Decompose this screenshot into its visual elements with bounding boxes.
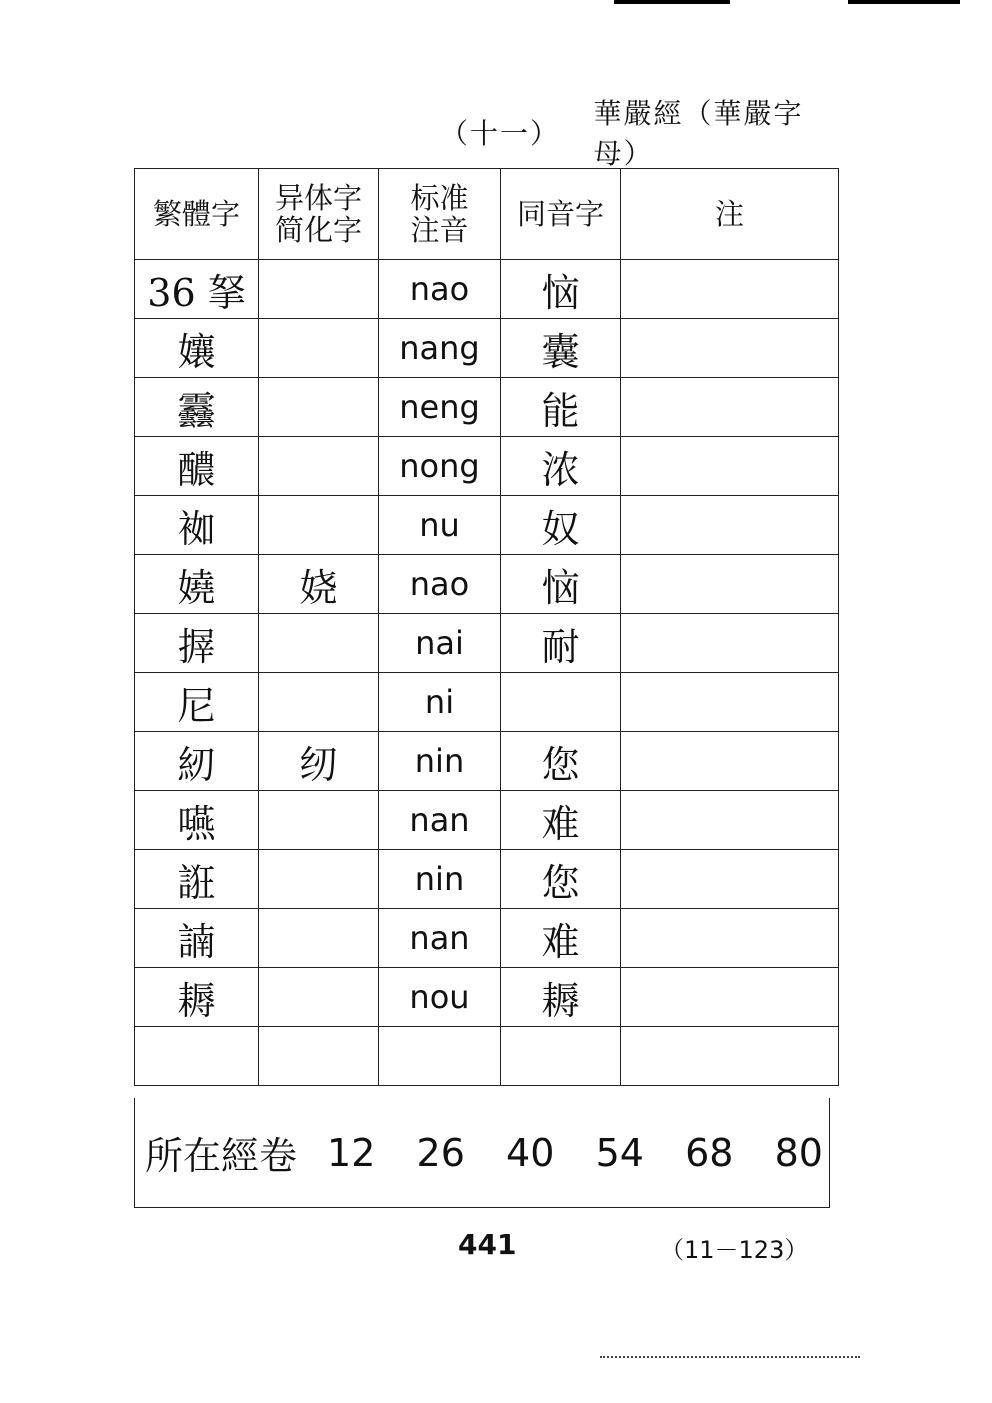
note-cell: [621, 909, 839, 968]
traditional-char-cell: 耨: [135, 968, 259, 1027]
variant-char-cell: [259, 378, 379, 437]
volume-label: 所在經卷: [145, 1134, 298, 1178]
homophone-cell: 奴: [501, 496, 621, 555]
homophone-cell: 您: [501, 850, 621, 909]
homophone-cell: [501, 673, 621, 732]
pinyin-cell: nu: [379, 496, 501, 555]
traditional-char-cell: 嚥: [135, 791, 259, 850]
traditional-char-cell: 䨺: [135, 378, 259, 437]
note-cell: [621, 968, 839, 1027]
table-row: [135, 555, 839, 614]
page-title: 華嚴經（華嚴字母）: [593, 97, 804, 170]
traditional-char-cell: [135, 1027, 259, 1086]
pinyin-cell: [379, 1027, 501, 1086]
top-rule-left: [614, 0, 730, 4]
homophone-cell: 耐: [501, 614, 621, 673]
variant-char-cell: [259, 1027, 379, 1086]
variant-char-cell: [259, 673, 379, 732]
pinyin-cell: ni: [379, 673, 501, 732]
table-row: [135, 732, 839, 791]
col-header-traditional: 繁體字: [135, 169, 259, 260]
note-cell: [621, 614, 839, 673]
traditional-char-cell: 嬈: [135, 555, 259, 614]
volume-list: [327, 1131, 823, 1175]
col-header-variant-text: 异体字 简化字: [274, 181, 362, 247]
top-rule-right: [848, 0, 960, 4]
note-cell: [621, 732, 839, 791]
pinyin-cell: nin: [379, 850, 501, 909]
variant-char-cell: [259, 791, 379, 850]
pinyin-cell: nao: [379, 260, 501, 319]
pinyin-cell: nang: [379, 319, 501, 378]
traditional-char-cell: 誑: [135, 850, 259, 909]
note-cell: [621, 496, 839, 555]
volume-number: 54: [595, 1130, 644, 1175]
note-cell: [621, 555, 839, 614]
volume-number: 12: [327, 1130, 376, 1175]
table-row: [135, 319, 839, 378]
volume-number: 40: [506, 1130, 555, 1175]
table-row: [135, 850, 839, 909]
variant-char-cell: [259, 496, 379, 555]
traditional-char-cell: 36 拏: [135, 260, 259, 319]
volume-number: 68: [685, 1130, 734, 1175]
variant-char-cell: [259, 319, 379, 378]
homophone-cell: 难: [501, 791, 621, 850]
variant-char-cell: 娆: [259, 555, 379, 614]
table-row: [135, 673, 839, 732]
col-header-homophone: 同音字: [501, 169, 621, 260]
section-number: （十一）: [440, 117, 561, 150]
page-header: [440, 97, 840, 170]
variant-char-cell: [259, 260, 379, 319]
table-row: [135, 614, 839, 673]
note-cell: [621, 319, 839, 378]
table-row: [135, 437, 839, 496]
table-row: [135, 909, 839, 968]
traditional-char-cell: 袽: [135, 496, 259, 555]
note-cell: [621, 850, 839, 909]
homophone-cell: 您: [501, 732, 621, 791]
scan-noise-dots: [600, 1356, 860, 1362]
volume-number: 80: [774, 1130, 823, 1175]
traditional-char-cell: 醲: [135, 437, 259, 496]
pinyin-cell: nan: [379, 791, 501, 850]
volume-number: 26: [416, 1130, 465, 1175]
table-header-row: [135, 169, 839, 260]
character-table: [134, 168, 839, 1086]
pinyin-cell: nou: [379, 968, 501, 1027]
traditional-char-cell: 搱: [135, 614, 259, 673]
table-row: [135, 378, 839, 437]
variant-char-cell: [259, 968, 379, 1027]
note-cell: [621, 437, 839, 496]
pinyin-cell: nin: [379, 732, 501, 791]
col-header-note: 注: [621, 169, 839, 260]
col-header-variant: [259, 169, 379, 260]
traditional-char-cell: 孃: [135, 319, 259, 378]
homophone-cell: 耨: [501, 968, 621, 1027]
table-row: [135, 1027, 839, 1086]
table-row: [135, 260, 839, 319]
page-code: （11－123）: [660, 1236, 809, 1264]
variant-char-cell: [259, 437, 379, 496]
note-cell: [621, 378, 839, 437]
traditional-char-cell: 紉: [135, 732, 259, 791]
pinyin-cell: neng: [379, 378, 501, 437]
page-number: 441: [458, 1228, 517, 1261]
note-cell: [621, 1027, 839, 1086]
table-row: [135, 791, 839, 850]
variant-char-cell: [259, 909, 379, 968]
col-header-pinyin: [379, 169, 501, 260]
table-body: [135, 260, 839, 1086]
variant-char-cell: [259, 614, 379, 673]
homophone-cell: 囊: [501, 319, 621, 378]
traditional-char-cell: 尼: [135, 673, 259, 732]
homophone-cell: 能: [501, 378, 621, 437]
note-cell: [621, 260, 839, 319]
table-row: [135, 496, 839, 555]
note-cell: [621, 673, 839, 732]
pinyin-cell: nai: [379, 614, 501, 673]
pinyin-cell: nong: [379, 437, 501, 496]
table-row: [135, 968, 839, 1027]
traditional-char-cell: 諵: [135, 909, 259, 968]
variant-char-cell: [259, 850, 379, 909]
pinyin-cell: nan: [379, 909, 501, 968]
note-cell: [621, 791, 839, 850]
volume-footer: [134, 1098, 830, 1208]
homophone-cell: 难: [501, 909, 621, 968]
variant-char-cell: 纫: [259, 732, 379, 791]
homophone-cell: 恼: [501, 260, 621, 319]
homophone-cell: 恼: [501, 555, 621, 614]
pinyin-cell: nao: [379, 555, 501, 614]
homophone-cell: [501, 1027, 621, 1086]
col-header-pinyin-text: 标准 注音: [410, 181, 469, 247]
homophone-cell: 浓: [501, 437, 621, 496]
